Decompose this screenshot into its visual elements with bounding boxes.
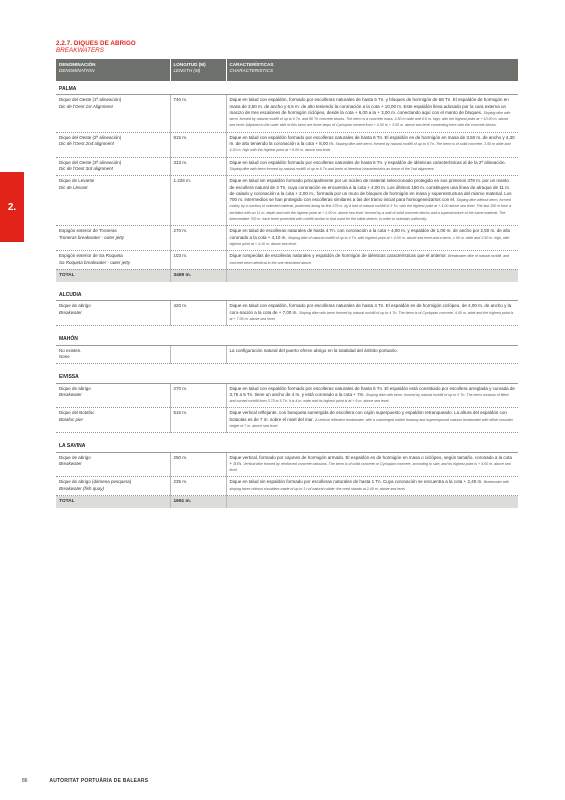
- characteristics-cell: [226, 132, 518, 157]
- footer-organization: AUTORITAT PORTUÀRIA DE BALEARS: [49, 778, 149, 784]
- characteristics-cell: [226, 95, 518, 132]
- group-row-eivissa: EIVISSA: [56, 369, 518, 383]
- section-title-es: 2.2.7. DIQUES DE ABRIGO: [56, 40, 136, 47]
- denomination-en: Dic de l'Oest 3rd alignment: [59, 165, 113, 171]
- denomination-en: Sa Roqueta breakwater - outer jetty: [59, 259, 131, 265]
- table-row: [56, 226, 518, 251]
- characteristics-es: Dique en talud con espaldón formado por escolleras naturales de hasta 6 Tn. y espaldón de idénticas características al de la 2ª alineación.: [229, 159, 506, 165]
- denomination-es: Espigón exterior de Troneras: [59, 228, 117, 234]
- characteristics-cell: [226, 226, 518, 251]
- characteristics-es: La configuración natural del puerto ofrece abrigo en la totalidad del ámbito portuario.: [229, 347, 398, 353]
- characteristics-en: Sloping dike with berm formed by natural rockfill of up to 6 Tn and berm of identical characteristics as those of the 2nd alignment.: [229, 166, 435, 171]
- group-row-lasavina: LA SAVINA: [56, 438, 518, 452]
- page-footer: [22, 778, 148, 784]
- denomination-en: Breakwater: [59, 391, 82, 397]
- characteristics-cell: [226, 301, 518, 326]
- denomination-en: Breakwater: [59, 460, 82, 466]
- group-row-palma: PALMA: [56, 81, 518, 95]
- length-cell: 815 m.: [170, 132, 226, 157]
- characteristics-cell: [226, 176, 518, 226]
- denomination-es: Dique de abrigo (dársena pesquera): [59, 479, 132, 485]
- denomination-es: Dique de Levante: [59, 178, 95, 184]
- denomination-es: No existen.: [59, 347, 82, 353]
- section-title-en: BREAKWATERS: [56, 47, 104, 54]
- denomination-cell: [56, 176, 170, 226]
- characteristics-cell: [226, 477, 518, 496]
- table-row: [56, 95, 518, 132]
- denomination-en: Botafoc pier: [59, 416, 84, 422]
- header-characteristics: CARACTERÍSTICAS CHARACTERISTICS: [226, 59, 518, 81]
- denomination-cell: [56, 157, 170, 176]
- table-row: [56, 383, 518, 408]
- table-header-row: [56, 59, 518, 81]
- characteristics-es: Dique en talud de escolleras naturales de hasta 4 Tn. con coronación a la cota + 4,00 m. y espaldón de 1,00 m. de ancho por 2,50 m. de alto coronado a la cota + 4,10 m.: [229, 228, 511, 240]
- characteristics-en: A vertical reflective breakwater, with a submerged rubble footway and superimposed caisson breakwater with offset shoulder height of 7 m. above sea level.: [229, 417, 513, 428]
- table-row: [56, 408, 518, 433]
- table-body: [56, 81, 518, 508]
- characteristics-es: Dique en talud sin espaldón formado por escolleras naturales de hasta 1 Tn. Cuya coronación se encuentra a la cota + 2,40 m.: [229, 479, 483, 485]
- characteristics-es: Dique en talud con espaldón, formado por escolleras naturales de hasta 4 Tn. El espaldón es de hormigón ciclópeo, de 4,00 m. de ancho y la coro-nación a la cota de + 7,00 m.: [229, 303, 512, 315]
- group-row-alcudia: ALCUDIA: [56, 287, 518, 301]
- length-cell: 235 m.: [170, 477, 226, 496]
- length-cell: 270 m.: [170, 226, 226, 251]
- length-cell: 270 m.: [170, 383, 226, 408]
- denomination-cell: [56, 301, 170, 326]
- characteristics-cell: [226, 452, 518, 477]
- denomination-es: Dique del Oeste (3ª alineación): [59, 159, 122, 165]
- denomination-es: Dique del Oeste (2ª alineación): [59, 134, 122, 140]
- characteristics-es: Dique en talud con espaldón, formado por escolleras naturales de hasta 6 Tn. y bloques de hormigón de 68 Tn. El espaldón de hormigón en masa de 3,50 m. de ancho y 6,5 m. de alto teniendo la coronación a la cota + 10,00 m. Este espaldón lleva adosado por la cara externa un macizo de tres escalones de hormigón ciclópeo, desde la cota + 6,00 a la + 3,00 m. conectando aquí con el manto de bloques.: [229, 97, 509, 115]
- length-cell: 250 m.: [170, 452, 226, 477]
- length-cell: 516 m.: [170, 408, 226, 433]
- characteristics-cell: [226, 157, 518, 176]
- characteristics-es: Dique vertical, formado por cajones de hormigón armado. El espaldón es de hormigón en masa o ciclópeo, según tamaño, coronado a la cota + 4 m.: [229, 454, 512, 466]
- length-cell: 103 m.: [170, 251, 226, 270]
- length-cell: 313 m.: [170, 157, 226, 176]
- characteristics-cell: [226, 251, 518, 270]
- chapter-tab: 2.: [0, 172, 24, 242]
- characteristics-en: Sloping dike with berm, formed by natural rockfill of up to 5 Tn. The berm consists of fitted and curved rockfill from 3.75 to 5 Tn. It is 4 m. wide and its highest point is at + 6 m. above sea level.: [229, 392, 509, 404]
- table-row: [56, 157, 518, 176]
- characteristics-cell: [226, 408, 518, 433]
- length-cell: 420 m.: [170, 301, 226, 326]
- denomination-en: None: [59, 353, 70, 359]
- breakwaters-table-wrap: [56, 59, 518, 508]
- table-row: [56, 477, 518, 496]
- characteristics-en: Sloping dike of natural rockfill of up to 4 Tn. with highest point at + 4.00 m. above sea level and a berm, 1.00 m. wide and 2.50 m. high, with highest point at + 4.10 m. above sea level.: [229, 235, 510, 246]
- header-length: LONGITUD (M) LENGTH (M): [170, 59, 226, 81]
- denomination-en: Dic de Llevant: [59, 184, 88, 190]
- table-row: [56, 251, 518, 270]
- characteristics-cell: [226, 345, 518, 364]
- denomination-es: Dique del Oeste (1ª alineación): [59, 97, 122, 103]
- characteristics-en: Breakwater dike of natural rockfill, and concrete berm identical to the one described above.: [229, 254, 510, 265]
- denomination-en: Breakwater (fish quay): [59, 485, 105, 491]
- characteristics-en: Sloping dike without berm, formed mainly by a nucleus of selected material, protected along its first 378 m. by a bed of natural rockfill of 3 Tn. with the highest point at + 4.00 above sea level. The last 150 m form a berthline with an 11 m. depth and with the highest point at + 2.00 m. above sea level, formed by a wall of solid concrete blocks and a superstructure of the same material. The intermediate 700 m. have been protected with rockfill similar to that used for the initial stretch, in order to maintain uniformity.: [229, 198, 512, 222]
- characteristics-es: Dique en talud con espaldón formado por escolleras naturales de hasta 5 Tn. El espaldón está constituido por escollera arreglada y curvada de 3,75 a 5 Tn. tiene un ancho de 4 m. y está coronado a la cota + 7m.: [229, 385, 515, 397]
- denomination-en: Dic de l'Oest 1st Alignment: [59, 103, 113, 109]
- characteristics-en: Breakwater with sloping faces without shoulders made of up to 1 t of natural rubble; the crest stands at 2.40 m. above sea level.: [229, 480, 510, 491]
- length-cell: 740 m.: [170, 95, 226, 132]
- denomination-en: Dic de l'Oest 2nd alignment: [59, 141, 114, 147]
- group-row-mahon: MAHÓN: [56, 331, 518, 345]
- characteristics-es: Dique rompeolas de escolleras naturales y espaldón de hormigón de idénticas características que el anterior.: [229, 253, 447, 259]
- denomination-en: Troneras breakwater - outer jetty: [59, 234, 124, 240]
- denomination-cell: [56, 95, 170, 132]
- table-row: [56, 301, 518, 326]
- denomination-cell: [56, 408, 170, 433]
- denomination-cell: [56, 383, 170, 408]
- denomination-es: Dique del Botafoc: [59, 410, 95, 416]
- denomination-cell: [56, 226, 170, 251]
- breakwaters-table: [56, 59, 518, 508]
- denomination-es: Dique de abrigo: [59, 385, 91, 391]
- denomination-cell: [56, 477, 170, 496]
- page-number: 86: [22, 778, 28, 784]
- length-cell: [170, 345, 226, 364]
- characteristics-es: Dique en talud con espaldón formado por escolleras naturales de hasta 6 Tn. El espaldón es de hormigón en masa de 3,50 m. de ancho y 4,30 m. de alto teniendo la coronación a la cota + 8,00 m.: [229, 134, 515, 147]
- characteristics-en: Sloping dike with berm formed by natural rockfill of up to 4 Tn. The berm is of Cyclopian concrete, 4.00 m. wide and the highest point is at + 7.00 m. above sea level.: [229, 310, 514, 322]
- table-row: [56, 345, 518, 364]
- denomination-es: Dique de abrigo: [59, 303, 91, 309]
- denomination-en: Breakwater: [59, 309, 82, 315]
- section-title: [56, 40, 136, 54]
- characteristics-en: Sloping dike with berm, formed by natural rockfill of up to 6 Tn. The berm is of solid concrete, 3.50 m wide and 4.30 m. high with the highest point at + 8.00 m. above sea level.: [229, 142, 511, 153]
- denomination-cell: [56, 345, 170, 364]
- characteristics-en: Vertical dike formed by reinforced concrete caissons. The berm is of solid concrete or Cyclopian concrete, according to size, and its highest point is + 4.00 m. above sea level.: [229, 461, 511, 473]
- characteristics-en: Sloping dike with berm, formed by natural rockfill of up to 6 Tn. and 68 Tn concrete blocks. The berm is a concrete mass, 3.50 m wide and 6.5 m. high, with the highest point at + 10.00 m. above sea level. Adjoined to the outer side of this berm are three steps of Cyclopian cement from + 6.00 to + 3.00 m. above sea level connecting here with the concrete blocks.: [229, 110, 511, 128]
- denomination-es: Espigón exterior de Sa Roqueta: [59, 253, 123, 259]
- total-row-palma: TOTAL 3469 m.: [56, 269, 518, 282]
- denomination-es: Dique de abrigo: [59, 454, 91, 460]
- characteristics-cell: [226, 383, 518, 408]
- characteristics-es: Dique vertical reflejante, con banqueta sumergida de escollera con cajón superpuesto y espaldón retranqueado. La altura del espaldón con botaolas es de 7 m. sobre el nivel del mar.: [229, 410, 507, 422]
- table-row: [56, 452, 518, 477]
- table-row: [56, 176, 518, 226]
- characteristics-es: Dique en talud sin espaldón formado principalmente por un núcleo de material seleccionado protegido en sus primeros 378 m. por un manto de escollera natural de 3 Tn. cuya coronación se encuentra a la cota + 4,00 m. Los últimos 150 m. constituyen una línea de atraque de 11 m. de calado y coronación a la cota + 2,00 m., formada por un muro de bloques de hormigón en masa y superestructura del mismo material. Los 700 m. intermedios se han protegido con escolleras similares a las del tramo inicial para homogeneizarlos con el.: [229, 178, 512, 203]
- header-denomination: DENOMINACIÓN DENOMINATION: [56, 59, 170, 81]
- denomination-cell: [56, 452, 170, 477]
- denomination-cell: [56, 132, 170, 157]
- length-cell: 1.228 m.: [170, 176, 226, 226]
- denomination-cell: [56, 251, 170, 270]
- table-row: [56, 132, 518, 157]
- total-row-islands: TOTAL 1691 m.: [56, 496, 518, 509]
